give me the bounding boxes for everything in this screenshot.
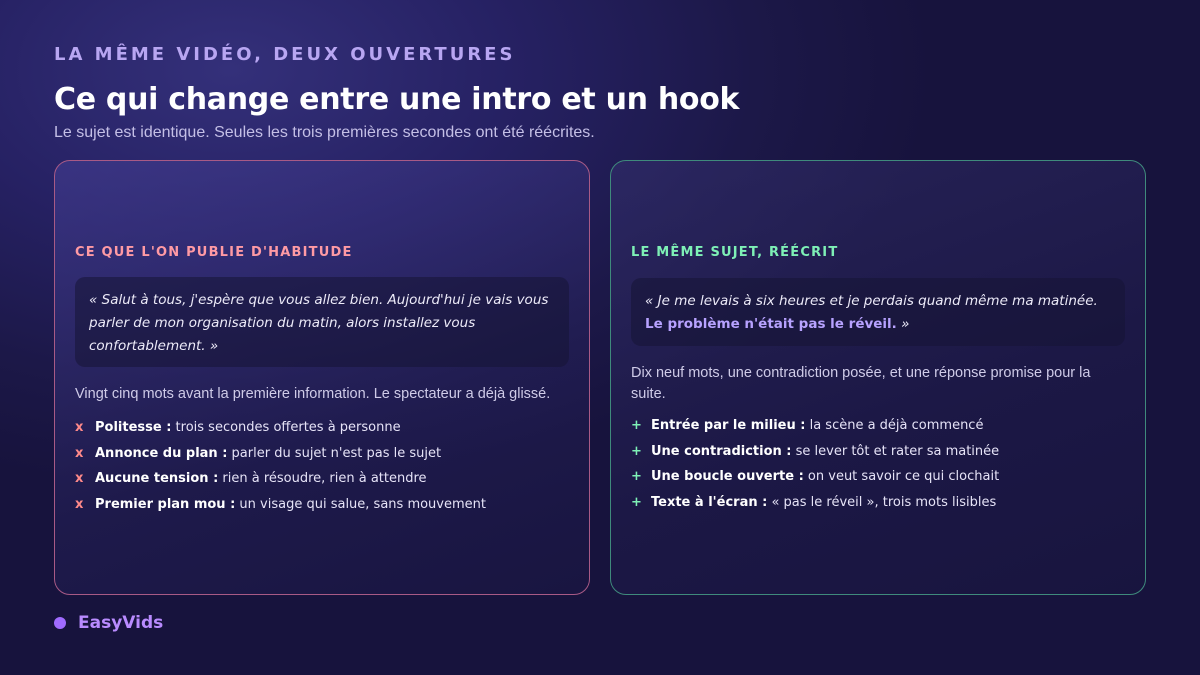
x-icon: x	[75, 420, 84, 435]
list-item-term: Aucune tension :	[95, 471, 219, 486]
plus-icon: +	[631, 443, 642, 459]
list-item-term: Premier plan mou :	[95, 496, 236, 512]
card-before-label: CE QUE L'ON PUBLIE D'HABITUDE	[75, 245, 353, 260]
list-item-text: rien à résoudre, rien à attendre	[218, 471, 427, 486]
eyebrow: LA MÊME VIDÉO, DEUX OUVERTURES	[54, 44, 516, 65]
list-item	[75, 470, 575, 496]
x-icon: x	[75, 471, 84, 486]
list-item-term: Une contradiction :	[651, 443, 792, 459]
page-title: Ce qui change entre une intro et un hook	[54, 82, 740, 117]
plus-icon: +	[631, 494, 642, 510]
quote-end: »	[896, 316, 910, 332]
quote-main: « Je me levais à six heures et je perdais quand même ma matinée.	[645, 293, 1098, 309]
list-item-text: parler du sujet n'est pas le sujet	[227, 445, 442, 461]
list-item-text: se lever tôt et rater sa matinée	[791, 443, 1000, 459]
card-after-list	[631, 417, 1131, 519]
list-item-term: Annonce du plan :	[95, 445, 228, 461]
list-item-text: « pas le réveil », trois mots lisibles	[767, 494, 997, 510]
list-item	[631, 443, 1131, 469]
x-icon: x	[75, 496, 84, 512]
list-item-text: un visage qui salue, sans mouvement	[235, 496, 486, 512]
list-item	[631, 417, 1131, 443]
list-item-text: on veut savoir ce qui clochait	[803, 469, 1000, 484]
list-item-text: trois secondes offertes à personne	[171, 420, 401, 435]
list-item-text: la scène a déjà commencé	[805, 418, 984, 433]
plus-icon: +	[631, 418, 642, 433]
card-after	[610, 160, 1146, 595]
quote-emphasis: Le problème n'était pas le réveil.	[645, 316, 897, 332]
list-item	[75, 496, 575, 522]
card-after-label: LE MÊME SUJET, RÉÉCRIT	[631, 245, 839, 260]
card-before	[54, 160, 590, 595]
list-item-term: Entrée par le milieu :	[651, 418, 806, 433]
x-icon: x	[75, 445, 84, 461]
plus-icon: +	[631, 469, 642, 484]
brand-dot-icon	[54, 617, 66, 629]
list-item-term: Politesse :	[95, 420, 172, 435]
page-subtitle: Le sujet est identique. Seules les trois premières secondes ont été réécrites.	[54, 124, 595, 141]
card-before-summary: Vingt cinq mots avant la première information. Le spectateur a déjà glissé.	[75, 386, 551, 402]
brand-name: EasyVids	[78, 613, 164, 633]
card-before-list	[75, 419, 575, 521]
list-item-term: Texte à l'écran :	[651, 494, 768, 510]
list-item	[75, 445, 575, 471]
list-item-term: Une boucle ouverte :	[651, 469, 804, 484]
card-after-summary: Dix neuf mots, une contradiction posée, et une réponse promise pour la suite.	[631, 365, 1091, 402]
brand	[54, 613, 163, 633]
list-item	[75, 419, 575, 445]
card-before-quote: « Salut à tous, j'espère que vous allez bien. Aujourd'hui je vais vous parler de mon organisation du matin, alors installez vous confortablement. »	[75, 277, 569, 367]
card-after-quote	[631, 278, 1125, 346]
list-item	[631, 494, 1131, 520]
list-item	[631, 468, 1131, 494]
